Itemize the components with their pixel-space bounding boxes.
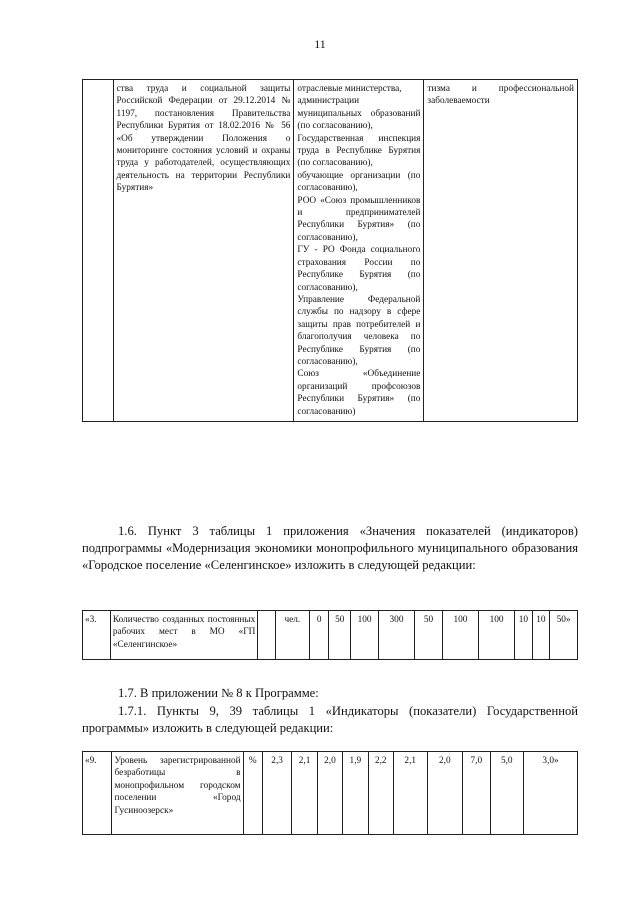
table-cell-value: 2,1: [292, 752, 317, 835]
table-cell-number: «3.: [83, 611, 111, 660]
paragraph-1-7: 1.7. В приложении № 8 к Программе:: [118, 686, 319, 700]
table-cell-value: 2,0: [427, 752, 463, 835]
table-cell-name: Уровень зарегистрированной безработицы в монопрофильном городском поселении «Город Гусиноозерск»: [112, 752, 243, 835]
table-cell-value: 5,0: [490, 752, 524, 835]
table-cell-result: тизма и профессиональной заболеваемости: [424, 80, 578, 422]
table-cell-value: 2,0: [317, 752, 342, 835]
table-cell-number: «9.: [83, 752, 112, 835]
table-cell-value: 2,1: [393, 752, 427, 835]
paragraph-1-6: 1.6. Пункт 3 таблицы 1 приложения «Значения показателей (индикаторов) подпрограммы «Модернизация экономики монопрофильного муниципального образования «Городское поселение «Селенгинское» изложить в следующей редакции:: [82, 524, 578, 572]
table-cell-number: [83, 80, 114, 422]
executor-item: ГУ - РО Фонда социального страхования России по Республике Бурятия (по согласованию),: [297, 245, 421, 293]
table-cell-value: 50»: [550, 611, 578, 660]
table-cell-value: 100: [442, 611, 478, 660]
executor-item: Союз «Объединение организаций профсоюзов Республики Бурятия» (по согласованию): [297, 369, 421, 417]
table-cell-value: 50: [329, 611, 351, 660]
table-indicator-9: [82, 751, 578, 835]
table-cell-value: 1,9: [343, 752, 368, 835]
table-row: [83, 80, 578, 422]
executor-item: Управление Федеральной службы по надзору в сфере защиты прав потребителей и благополучия человека по Республике Бурятия (по согласованию),: [297, 294, 421, 367]
executor-item: Государственная инспекция труда в Республике Бурятия (по согласованию),: [297, 133, 421, 169]
executor-item: администрации муниципальных образований (по согласованию),: [297, 96, 421, 132]
table-cell-unit: чел.: [275, 611, 309, 660]
table-cell-value: 2,3: [262, 752, 291, 835]
table-cell-value: 10: [532, 611, 550, 660]
table-cell-value: 100: [351, 611, 379, 660]
page-number: 11: [314, 37, 326, 51]
table-row: [83, 611, 578, 660]
table-indicator-3: [82, 610, 578, 660]
executor-item: отраслевые министерства,: [297, 84, 402, 94]
table-cell-value: 3,0»: [524, 752, 578, 835]
executor-item: обучающие организации (по согласованию),: [297, 170, 421, 194]
table-program-continuation: [82, 79, 578, 422]
table-cell-value: 0: [309, 611, 329, 660]
paragraph-1-7-1: 1.7.1. Пункты 9, 39 таблицы 1 «Индикаторы (показатели) Государственной программы» изложить в следующей редакции:: [82, 704, 578, 735]
table-cell-value: 7,0: [463, 752, 490, 835]
table-cell-value: 2,2: [368, 752, 393, 835]
table-cell-name: Количество созданных постоянных рабочих мест в МО «ГП «Селенгинское»: [110, 611, 257, 660]
table-cell-empty: [258, 611, 276, 660]
table-cell-unit: %: [243, 752, 262, 835]
table-cell-value: 10: [515, 611, 533, 660]
table-cell-value: 100: [479, 611, 515, 660]
table-cell-executors: [294, 80, 424, 422]
table-row: [83, 752, 578, 835]
table-cell-basis: ства труда и социальной защиты Российской Федерации от 29.12.2014 № 1197, постановления Правительства Республики Бурятия от 18.02.2016 № 56 «Об утверждении Положения о мониторинге состояния условий и охраны труда у работодателей, осуществляющих деятельность на территории Республики Бурятия»: [113, 80, 294, 422]
executor-item: РОО «Союз промышленников и предпринимателей Республики Бурятия» (по согласованию),: [297, 195, 421, 243]
table-cell-value: 300: [378, 611, 414, 660]
table-cell-value: 50: [415, 611, 443, 660]
